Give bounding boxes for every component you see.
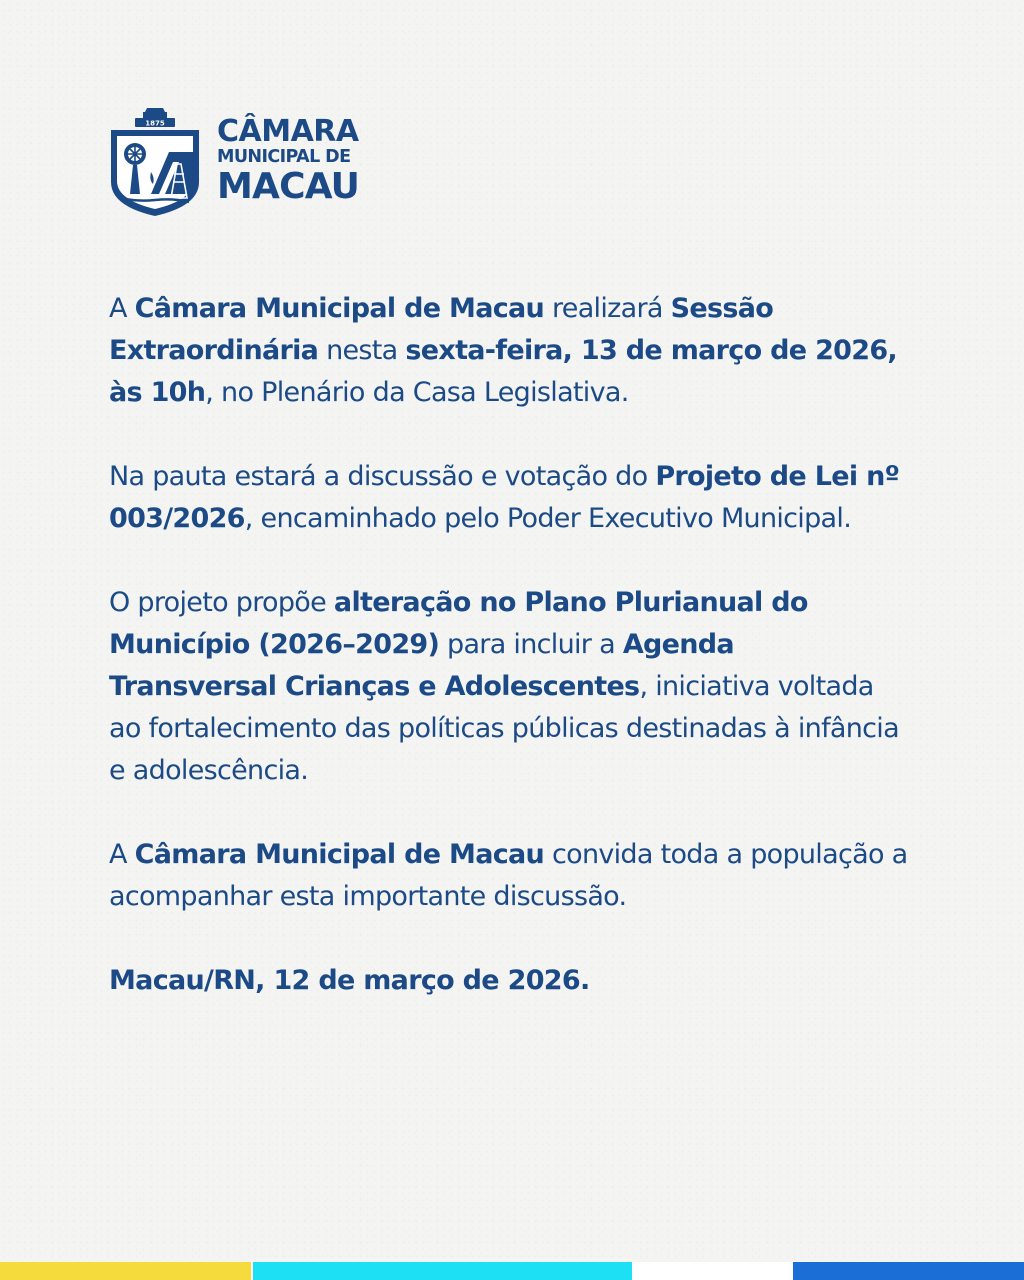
bold-text: sexta-feira, 13 de março de 2026, às 10h <box>109 335 897 408</box>
body-text: Na pauta estará a discussão e votação do <box>109 461 656 492</box>
body-text: , no Plenário da Casa Legislativa. <box>205 377 629 408</box>
bar-segment-white <box>632 1262 793 1280</box>
paragraph-2 <box>109 456 909 540</box>
body-text: para incluir a <box>439 629 623 660</box>
logo-line-municipal: MUNICIPAL DE <box>217 147 351 168</box>
bold-text: Agenda Transversal Crianças e Adolescentes <box>109 629 734 702</box>
bottom-color-bar <box>0 1262 1024 1280</box>
body-text: O projeto propõe <box>109 587 334 618</box>
body-text: , encaminhado pelo Poder Executivo Municipal. <box>244 503 852 534</box>
header-logo <box>107 102 359 220</box>
bold-text: Câmara Municipal de Macau <box>134 839 545 870</box>
bold-text: Sessão Extraordinária <box>109 293 774 366</box>
paragraph-5 <box>109 960 909 1002</box>
logo-wordmark <box>217 114 360 207</box>
coat-of-arms-icon <box>107 102 203 220</box>
bar-segment-yellow <box>0 1262 251 1280</box>
announcement-body <box>109 288 909 1044</box>
bold-text: Projeto de Lei nº 003/2026 <box>109 461 900 534</box>
bold-text: alteração no Plano Plurianual do Município (2026–2029) <box>109 587 808 660</box>
bar-segment-cyan <box>253 1262 632 1280</box>
body-text: convida toda a população a acompanhar esta importante discussão. <box>109 839 908 912</box>
body-text: A <box>109 839 135 870</box>
body-text: nesta <box>318 335 406 366</box>
logo-year: 1875 <box>145 119 165 128</box>
bar-segment-blue <box>793 1262 1024 1280</box>
body-text: A <box>109 293 135 324</box>
body-text: , iniciativa voltada ao fortalecimento das políticas públicas destinadas à infância e adolescência. <box>109 671 899 786</box>
paragraph-3 <box>109 582 909 792</box>
bold-text: Câmara Municipal de Macau <box>134 293 545 324</box>
logo-line-macau: MACAU <box>217 165 360 207</box>
bold-text: Macau/RN, 12 de março de 2026. <box>109 965 590 996</box>
paragraph-4 <box>109 834 909 918</box>
paragraph-1 <box>109 288 909 414</box>
body-text: realizará <box>544 293 671 324</box>
logo-line-camara: CÂMARA <box>217 114 359 150</box>
